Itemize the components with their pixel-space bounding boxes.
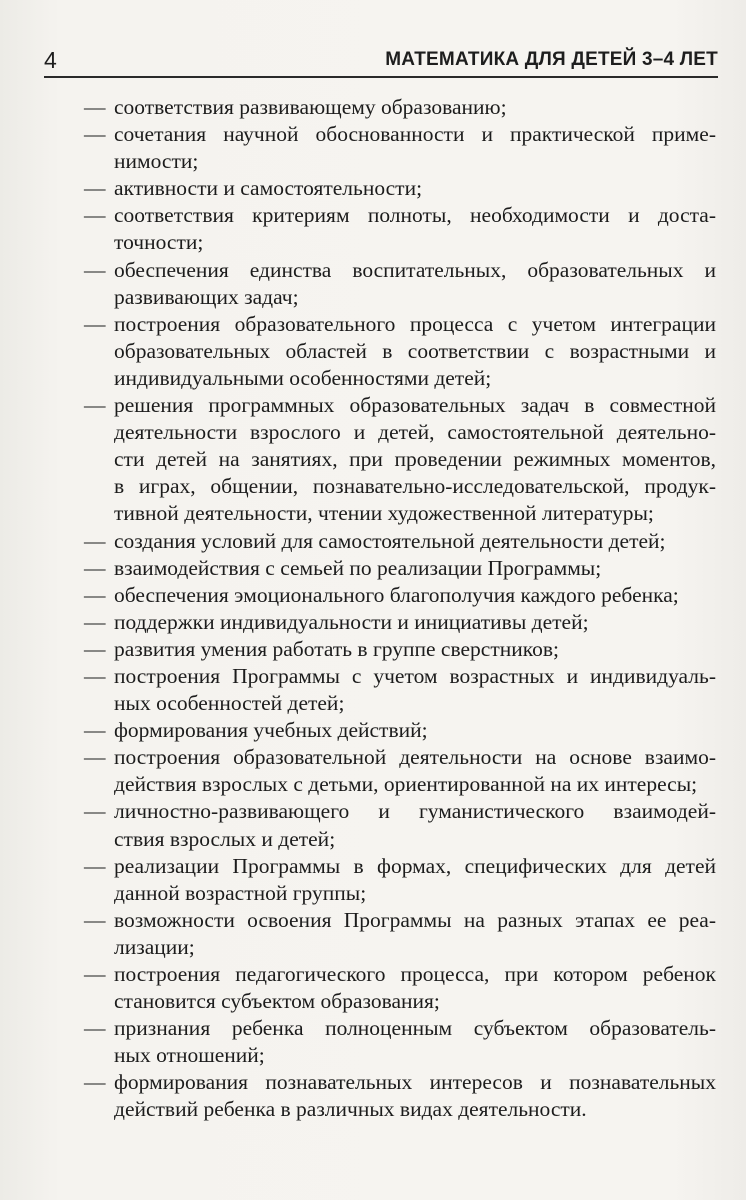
list-item-line: обеспечения единства воспитательных, образовательных и (114, 257, 716, 282)
list-dash: — (84, 1016, 106, 1041)
list-item-line: формирования учебных действий; (114, 718, 428, 743)
list-item (54, 907, 716, 961)
running-title: МАТЕМАТИКА ДЛЯ ДЕТЕЙ 3–4 ЛЕТ (385, 49, 718, 70)
list-item-line: возможности освоения Программы на разных этапах ее реа- (114, 907, 716, 932)
list-item (54, 121, 716, 175)
list-dash: — (84, 203, 106, 228)
list-item (54, 555, 716, 582)
list-item-line: развития умения работать в группе сверстников; (114, 636, 559, 661)
list-item (54, 717, 716, 744)
list-item-line: индивидуальными особенностями детей; (114, 365, 492, 390)
list-dash: — (84, 528, 106, 553)
list-item-line: соответствия развивающему образованию; (114, 95, 507, 119)
list-item (54, 1015, 716, 1069)
list-item-line: сочетания научной обоснованности и практической приме- (114, 122, 716, 147)
list-item-line: данной возрастной группы; (114, 880, 367, 905)
list-item-line: построения Программы с учетом возрастных и индивидуаль- (114, 663, 716, 688)
list-dash: — (84, 257, 106, 282)
list-item (54, 94, 716, 121)
list-item-line: тивной деятельности, чтении художественной литературы; (114, 501, 654, 526)
list-item (54, 961, 716, 1015)
list-dash: — (84, 636, 106, 661)
list-item (54, 582, 716, 609)
page-header (44, 46, 718, 78)
list-item-line: построения педагогического процесса, при котором ребенок (114, 962, 716, 986)
list-item-line: ных отношений; (114, 1043, 265, 1068)
list-dash: — (84, 176, 106, 201)
list-item-line: образовательных областей в соответствии с возрастными и (114, 338, 716, 363)
list-item-line: ных особенностей детей; (114, 691, 345, 716)
list-item-line: поддержки индивидуальности и инициативы детей; (114, 609, 589, 634)
list-item (54, 853, 716, 907)
list-item (54, 798, 716, 852)
list-item-line: становится субъектом образования; (114, 989, 440, 1014)
list-item-line: деятельности взрослого и детей, самостоятельной деятельно- (114, 420, 716, 445)
list-dash: — (84, 122, 106, 147)
list-item-line: личностно-развивающего и гуманистического взаимодей- (114, 799, 716, 824)
list-item-line: активности и самостоятельности; (114, 176, 423, 201)
list-item-line: создания условий для самостоятельной деятельности детей; (114, 528, 666, 553)
list-item-line: реализации Программы в формах, специфических для детей (114, 853, 716, 878)
list-item-line: нимости; (114, 149, 199, 174)
list-dash: — (84, 962, 106, 986)
list-item-line: построения образовательной деятельности на основе взаимо- (114, 745, 716, 770)
list-item (54, 663, 716, 717)
principles-list (54, 94, 716, 1124)
list-item-line: соответствия критериям полноты, необходимости и доста- (114, 203, 716, 228)
list-dash: — (84, 663, 106, 688)
list-item-line: признания ребенка полноценным субъектом образователь- (114, 1016, 716, 1041)
list-item-line: ствия взрослых и детей; (114, 826, 336, 851)
list-dash: — (84, 907, 106, 932)
list-item (54, 636, 716, 663)
list-dash: — (84, 799, 106, 824)
list-dash: — (84, 718, 106, 743)
list-dash: — (84, 609, 106, 634)
list-item-line: действий ребенка в различных видах деятельности. (114, 1097, 587, 1122)
list-dash: — (84, 311, 106, 336)
list-item-line: действия взрослых с детьми, ориентированной на их интересы; (114, 772, 698, 797)
list-item (54, 1069, 716, 1123)
list-item-line: развивающих задач; (114, 284, 299, 309)
page-number: 4 (44, 47, 57, 73)
list-item (54, 257, 716, 311)
list-dash: — (84, 582, 106, 607)
list-item-line: построения образовательного процесса с учетом интеграции (114, 311, 716, 336)
list-item-line: обеспечения эмоционального благополучия каждого ребенка; (114, 582, 679, 607)
list-item-line: формирования познавательных интересов и познавательных (114, 1070, 716, 1095)
list-item (54, 744, 716, 798)
list-dash: — (84, 853, 106, 878)
list-dash: — (84, 95, 106, 119)
list-dash: — (84, 1070, 106, 1095)
list-item (54, 528, 716, 555)
list-dash: — (84, 393, 106, 418)
list-item-line: лизации; (114, 934, 195, 959)
list-dash: — (84, 745, 106, 770)
list-item-line: взаимодействия с семьей по реализации Программы; (114, 555, 602, 580)
list-item (54, 609, 716, 636)
list-dash: — (84, 555, 106, 580)
list-item (54, 311, 716, 392)
list-item-line: сти детей на занятиях, при проведении режимных моментов, (114, 447, 716, 472)
list-item (54, 202, 716, 256)
list-item (54, 392, 716, 527)
list-item-line: точности; (114, 230, 204, 255)
list-item-line: решения программных образовательных задач в совместной (114, 393, 716, 418)
list-item (54, 175, 716, 202)
list-item-line: в играх, общении, познавательно-исследовательской, продук- (114, 474, 716, 499)
